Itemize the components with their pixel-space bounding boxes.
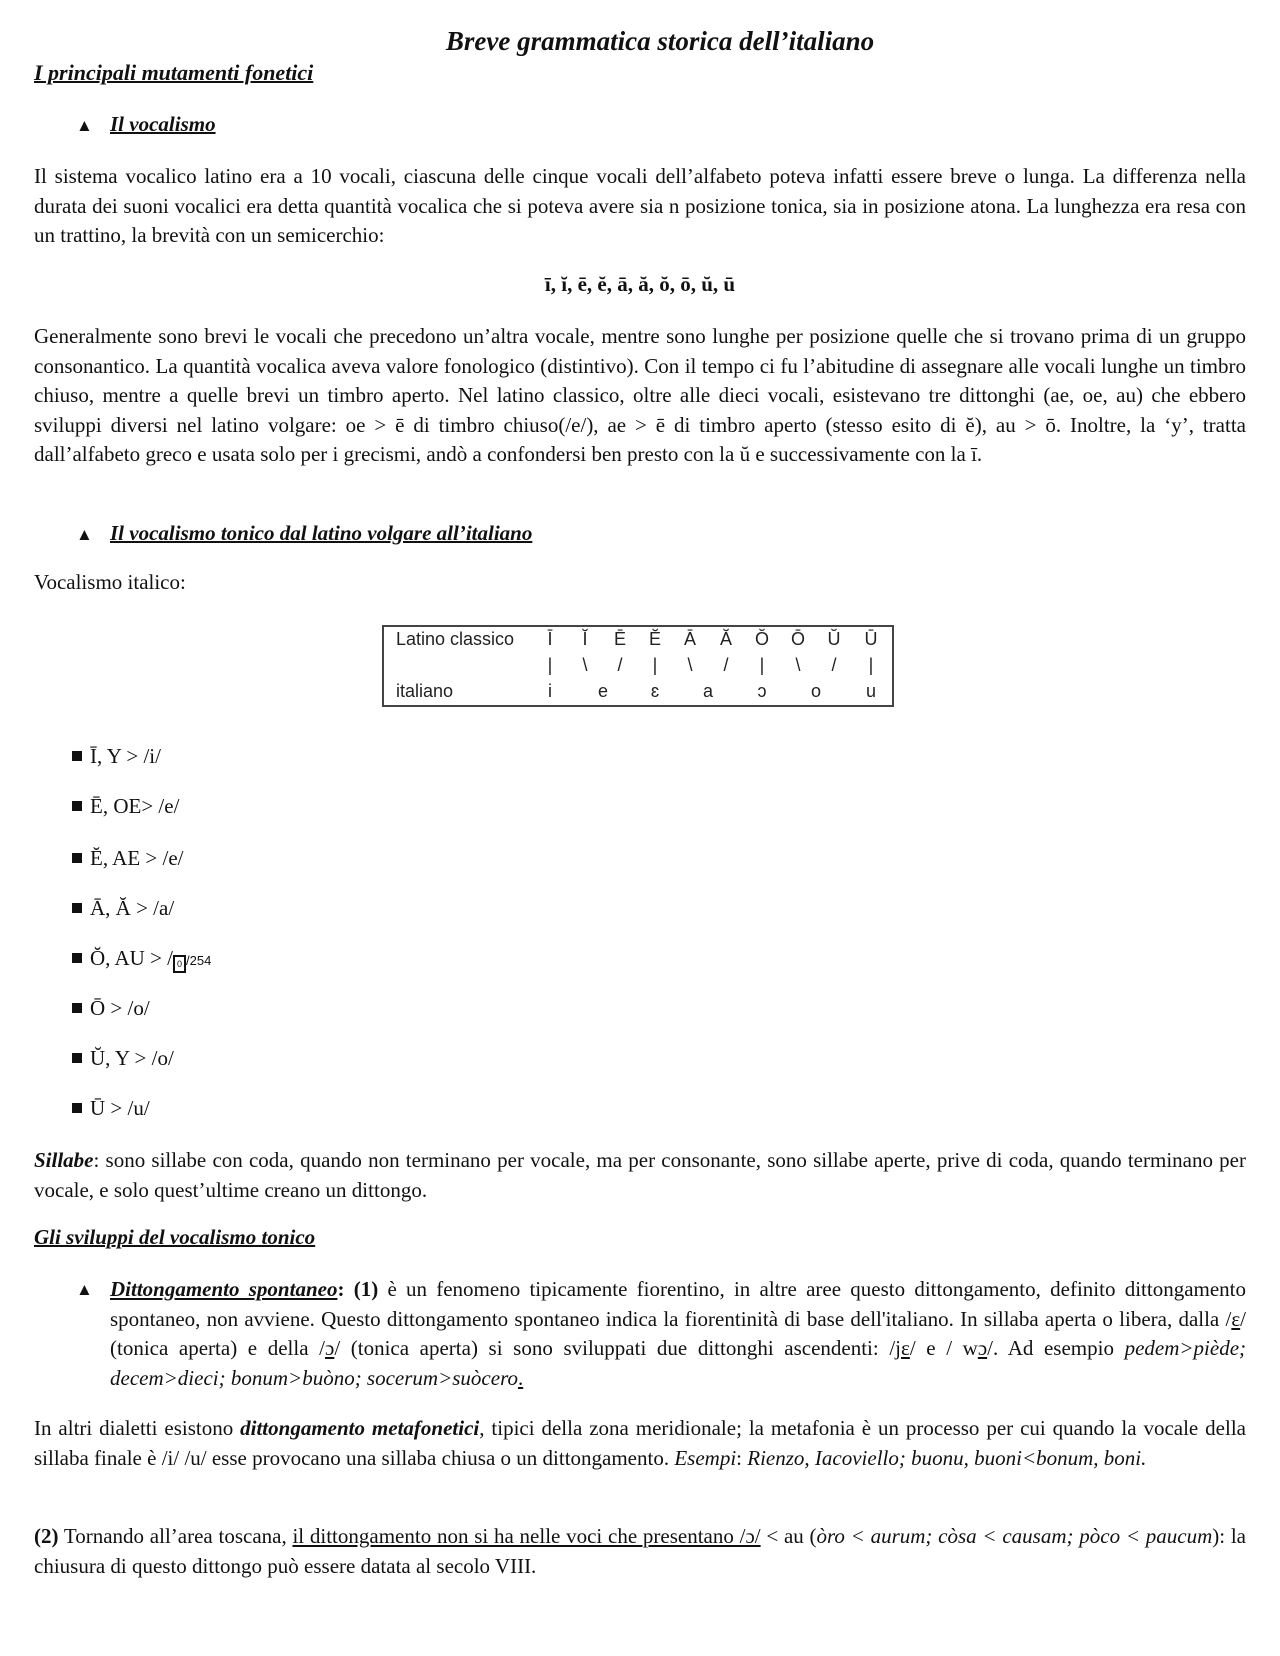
list-item: Ĕ, AE > /e/ bbox=[72, 846, 184, 871]
list-item: Ŭ, Y > /o/ bbox=[72, 1046, 174, 1071]
link-mark: | bbox=[759, 655, 765, 675]
list-item: Ū > /u/ bbox=[72, 1096, 150, 1121]
subheading-label: Il vocalismo tonico dal latino volgare all’italiano bbox=[110, 521, 533, 545]
square-bullet-icon bbox=[72, 801, 82, 811]
link-mark: \ bbox=[795, 655, 801, 675]
latin-vowel: Ū bbox=[864, 629, 878, 649]
triangle-bullet-icon: ▲ bbox=[76, 116, 93, 135]
italian-vowel: u bbox=[865, 681, 876, 701]
link-mark: | bbox=[868, 655, 874, 675]
vocalismo-italico-label: Vocalismo italico: bbox=[34, 570, 186, 594]
italian-vowel: o bbox=[810, 681, 821, 701]
section-heading-sviluppi: Gli sviluppi del vocalismo tonico bbox=[34, 1225, 316, 1249]
subheading-vocalismo bbox=[76, 112, 216, 137]
list-item: Ŏ, AU > / 0 /254 bbox=[72, 946, 211, 973]
table-row-latino bbox=[396, 629, 888, 655]
subheading-label: Il vocalismo bbox=[110, 112, 216, 136]
square-bullet-icon bbox=[72, 853, 82, 863]
table-row-links bbox=[396, 655, 888, 681]
subheading-vocalismo-tonico bbox=[76, 521, 532, 546]
paragraph-toscana: (2) Tornando all’area toscana, il dittongamento non si ha nelle voci che presentano /ɔ/ < au (òro < aurum; còsa < causam; pòco < paucum): la chiusura di questo dittongo può essere datata al secolo VIII. bbox=[34, 1524, 1246, 1578]
missing-glyph-code: /254 bbox=[186, 953, 212, 968]
list-item: Ī, Y > /i/ bbox=[72, 744, 161, 769]
latin-vowel: Ō bbox=[790, 629, 805, 649]
square-bullet-icon bbox=[72, 1003, 82, 1013]
examples-text: pedem>piède; decem>dieci; bonum>buòno; socerum>suòcero bbox=[110, 1336, 1247, 1390]
table-row-italiano bbox=[396, 681, 888, 707]
vowel-correspondence-table bbox=[382, 625, 894, 707]
vowel-quantity-line: ī, ĭ, ē, ĕ, ā, ă, ŏ, ō, ŭ, ū bbox=[544, 272, 736, 296]
link-mark: / bbox=[617, 655, 623, 675]
latin-vowel: Ā bbox=[683, 629, 696, 649]
paragraph-sillabe: Sillabe: sono sillabe con coda, quando non terminano per vocale, ma per consonante, sono sillabe aperte, prive di coda, quando terminano per vocale, e solo quest’ultime creano un dittongo. bbox=[34, 1148, 1246, 1202]
square-bullet-icon bbox=[72, 953, 82, 963]
dittongamento-label: Dittongamento spontaneo bbox=[110, 1277, 338, 1301]
italian-vowel: i bbox=[548, 681, 552, 701]
paragraph-sistema-vocalico: Il sistema vocalico latino era a 10 vocali, ciascuna delle cinque vocali dell’alfabeto poteva infatti essere breve o lunga. La differenza nella durata dei suoni vocalici era detta quantità vocalica che si poteva avere sia n posizione tonica, sia in posizione atona. La lunghezza era resa con un trattino, la brevità con un semicerchio: bbox=[34, 164, 1246, 247]
latin-vowel: Ĕ bbox=[648, 629, 661, 649]
latin-vowel: Ŭ bbox=[827, 629, 841, 649]
missing-glyph-icon: 0 bbox=[173, 955, 186, 973]
italian-vowel: ɛ bbox=[650, 681, 660, 701]
latin-vowel: Ŏ bbox=[754, 629, 769, 649]
square-bullet-icon bbox=[72, 1103, 82, 1113]
link-mark: | bbox=[652, 655, 658, 675]
document-title: Breve grammatica storica dell’italiano bbox=[445, 26, 875, 56]
paragraph-generalmente: Generalmente sono brevi le vocali che precedono un’altra vocale, mentre sono lunghe per posizione quelle che si trovano prima di un gruppo consonantico. La quantità vocalica aveva valore fonologico (distintivo). Con il tempo ci fu l’abitudine di assegnare alle vocali lunghe un timbro chiuso, mentre a quelle brevi un timbro aperto. Nel latino classico, oltre alle dieci vocali, esistevano tre dittonghi (ae, oe, au) che ebbero sviluppi diversi nel latino volgare: oe > ē di timbro chiuso(/e/), ae > ē di timbro aperto (stesso esito di ĕ), au > ō. Inoltre, la ‘y’, tratta dall’alfabeto greco e usata solo per i grecismi, andò a confondersi ben presto con la ŭ e successivamente con la ī. bbox=[34, 324, 1246, 466]
list-item: Ā, Ă > /a/ bbox=[72, 896, 174, 921]
italian-vowel: e bbox=[597, 681, 608, 701]
italian-vowel: a bbox=[702, 681, 713, 701]
paragraph-dittongamento-spontaneo: ▲ Dittongamento spontaneo: (1) è un fenomeno tipicamente fiorentino, in altre aree questo dittongamento, definito dittongamento spontaneo, non avviene. Questo dittongamento spontaneo indica la fiorentinità di base dell'italiano. In sillaba aperta o libera, dalla /ɛ/ (tonica aperta) e della /ɔ/ (tonica aperta) si sono sviluppati due dittonghi ascendenti: /jɛ/ e / wɔ/. Ad esempio pedem>piède; decem>dieci; bonum>buòno; socerum>suòcero. bbox=[76, 1277, 1247, 1390]
link-mark: / bbox=[831, 655, 837, 675]
paragraph-metafonia: In altri dialetti esistono dittongamento metafonetici, tipici della zona meridionale; la metafonia è un processo per cui quando la vocale della sillaba finale è /i/ /u/ esse provocano una sillaba chiusa o un dittongamento. Esempi: Rienzo, Iacoviello; buonu, buoni<bonum, boni. bbox=[34, 1416, 1246, 1470]
link-mark: \ bbox=[687, 655, 693, 675]
square-bullet-icon bbox=[72, 903, 82, 913]
triangle-bullet-icon: ▲ bbox=[76, 1280, 93, 1299]
row-label-latino-classico: Latino classico bbox=[396, 629, 515, 649]
latin-vowel: Ĭ bbox=[582, 629, 588, 649]
link-mark: / bbox=[723, 655, 729, 675]
latin-vowel: Ă bbox=[719, 629, 732, 649]
list-item: Ō > /o/ bbox=[72, 996, 150, 1021]
sillabe-label: Sillabe bbox=[34, 1148, 94, 1172]
italian-vowel: ɔ bbox=[757, 681, 767, 701]
square-bullet-icon bbox=[72, 1053, 82, 1063]
square-bullet-icon bbox=[72, 751, 82, 761]
link-mark: | bbox=[547, 655, 553, 675]
section-heading-mutamenti: I principali mutamenti fonetici bbox=[34, 60, 314, 85]
row-label-italiano: italiano bbox=[396, 681, 454, 701]
latin-vowel: Ē bbox=[613, 629, 626, 649]
latin-vowel: Ī bbox=[547, 629, 553, 649]
metafonetici-term: dittongamento metafonetici bbox=[240, 1416, 480, 1440]
underlined-statement: il dittongamento non si ha nelle voci che presentano /ɔ/ bbox=[292, 1524, 761, 1548]
link-mark: \ bbox=[582, 655, 588, 675]
list-item: Ē, OE> /e/ bbox=[72, 794, 179, 819]
triangle-bullet-icon: ▲ bbox=[76, 525, 93, 544]
